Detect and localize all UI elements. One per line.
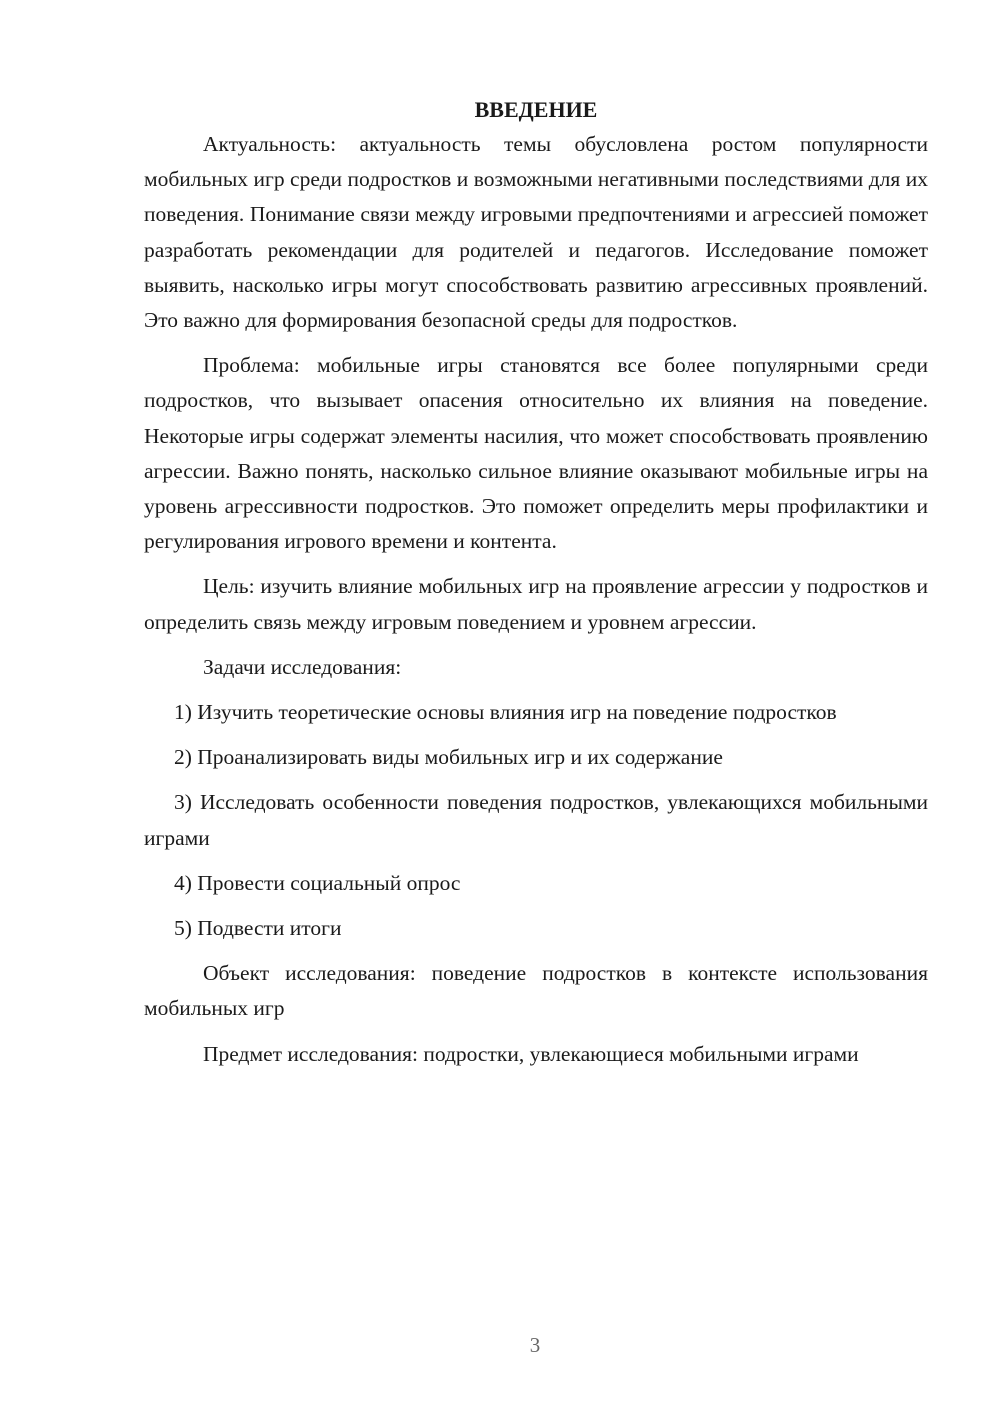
task-item: 4) Провести социальный опрос <box>174 870 461 895</box>
relevance-paragraph: Актуальность: актуальность темы обусловлена ростом популярности мобильных игр среди подростков и возможными негативными последствиями для их поведения. Понимание связи между игровыми предпочтениями и агрессией поможет разработать рекомендации для родителей и педагогов. Исследование поможет выявить, насколько игры могут способствовать развитию агрессивных проявлений. Это важно для формирования безопасной среды для подростков. <box>144 132 928 333</box>
tasks-heading: Задачи исследования: <box>203 654 402 679</box>
task-item: 2) Проанализировать виды мобильных игр и их содержание <box>174 745 723 770</box>
object-paragraph: Объект исследования: поведение подростков в контексте использования мобильных игр <box>144 961 928 1021</box>
tasks-list <box>144 695 928 946</box>
section-title: ВВЕДЕНИЕ <box>474 97 598 122</box>
subject-paragraph: Предмет исследования: подростки, увлекающиеся мобильными играми <box>203 1041 859 1066</box>
document-page <box>144 92 928 1082</box>
page-number: 3 <box>529 1333 541 1357</box>
task-item: 5) Подвести итоги <box>174 916 342 941</box>
goal-paragraph: Цель: изучить влияние мобильных игр на проявление агрессии у подростков и определить связь между игровым поведением и уровнем агрессии. <box>144 574 928 634</box>
task-item: 3) Исследовать особенности поведения подростков, увлекающихся мобильными играми <box>144 790 928 850</box>
problem-paragraph: Проблема: мобильные игры становятся все более популярными среди подростков, что вызывает опасения относительно их влияния на поведение. Некоторые игры содержат элементы насилия, что может способствовать проявлению агрессии. Важно понять, насколько сильное влияние оказывают мобильные игры на уровень агрессивности подростков. Это поможет определить меры профилактики и регулирования игрового времени и контента. <box>144 353 928 554</box>
task-item: 1) Изучить теоретические основы влияния игр на поведение подростков <box>174 700 837 725</box>
